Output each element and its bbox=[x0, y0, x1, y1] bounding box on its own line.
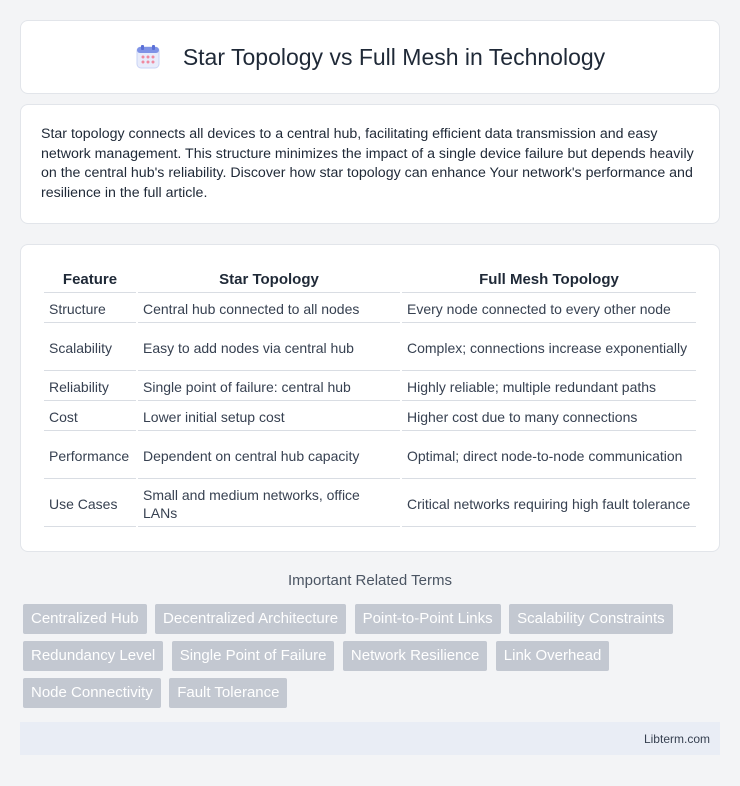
table-cell: Scalability bbox=[44, 325, 136, 371]
table-cell: Cost bbox=[44, 403, 136, 431]
table-cell: Higher cost due to many connections bbox=[402, 403, 696, 431]
table-cell: Dependent on central hub capacity bbox=[138, 433, 400, 479]
related-terms-list bbox=[23, 604, 723, 715]
related-term-tag[interactable]: Fault Tolerance bbox=[169, 678, 287, 708]
table-row bbox=[44, 403, 696, 431]
table-cell: Critical networks requiring high fault tolerance bbox=[402, 481, 696, 527]
table-cell: Optimal; direct node-to-node communication bbox=[402, 433, 696, 479]
related-term-tag[interactable]: Centralized Hub bbox=[23, 604, 147, 634]
table-row bbox=[44, 481, 696, 527]
table-cell: Small and medium networks, office LANs bbox=[138, 481, 400, 527]
footer-site-link[interactable]: Libterm.com bbox=[643, 732, 710, 746]
table-cell: Complex; connections increase exponentially bbox=[402, 325, 696, 371]
table-cell: Performance bbox=[44, 433, 136, 479]
page-title: Star Topology vs Full Mesh in Technology bbox=[182, 43, 606, 70]
comparison-table bbox=[42, 265, 698, 529]
title-card bbox=[20, 20, 720, 94]
comparison-card bbox=[20, 244, 720, 552]
table-cell: Highly reliable; multiple redundant paths bbox=[402, 373, 696, 401]
calendar-icon bbox=[135, 44, 161, 70]
related-term-tag[interactable]: Redundancy Level bbox=[23, 641, 163, 671]
footer bbox=[20, 722, 720, 755]
related-term-tag[interactable]: Node Connectivity bbox=[23, 678, 161, 708]
related-terms-title: Important Related Terms bbox=[288, 572, 452, 589]
table-cell: Use Cases bbox=[44, 481, 136, 527]
table-row bbox=[44, 373, 696, 401]
table-cell: Reliability bbox=[44, 373, 136, 401]
table-header-row bbox=[44, 267, 696, 293]
table-cell: Central hub connected to all nodes bbox=[138, 295, 400, 323]
table-cell: Single point of failure: central hub bbox=[138, 373, 400, 401]
table-cell: Every node connected to every other node bbox=[402, 295, 696, 323]
table-row bbox=[44, 295, 696, 323]
column-header: Full Mesh Topology bbox=[402, 267, 696, 293]
column-header: Feature bbox=[44, 267, 136, 293]
intro-text: Star topology connects all devices to a central hub, facilitating efficient data transmission and easy network management. This structure minimizes the impact of a single device failure but depends heavily on the central hub's reliability. Discover how star topology can enhance Your network's performance and resilience in the full article. bbox=[41, 126, 694, 201]
table-row bbox=[44, 325, 696, 371]
related-term-tag[interactable]: Link Overhead bbox=[496, 641, 610, 671]
related-term-tag[interactable]: Single Point of Failure bbox=[172, 641, 335, 671]
related-term-tag[interactable]: Scalability Constraints bbox=[509, 604, 673, 634]
related-term-tag[interactable]: Decentralized Architecture bbox=[155, 604, 346, 634]
table-row bbox=[44, 433, 696, 479]
related-term-tag[interactable]: Network Resilience bbox=[343, 641, 487, 671]
table-cell: Lower initial setup cost bbox=[138, 403, 400, 431]
table-cell: Structure bbox=[44, 295, 136, 323]
related-term-tag[interactable]: Point-to-Point Links bbox=[355, 604, 501, 634]
table-cell: Easy to add nodes via central hub bbox=[138, 325, 400, 371]
column-header: Star Topology bbox=[138, 267, 400, 293]
intro-card bbox=[20, 104, 720, 224]
